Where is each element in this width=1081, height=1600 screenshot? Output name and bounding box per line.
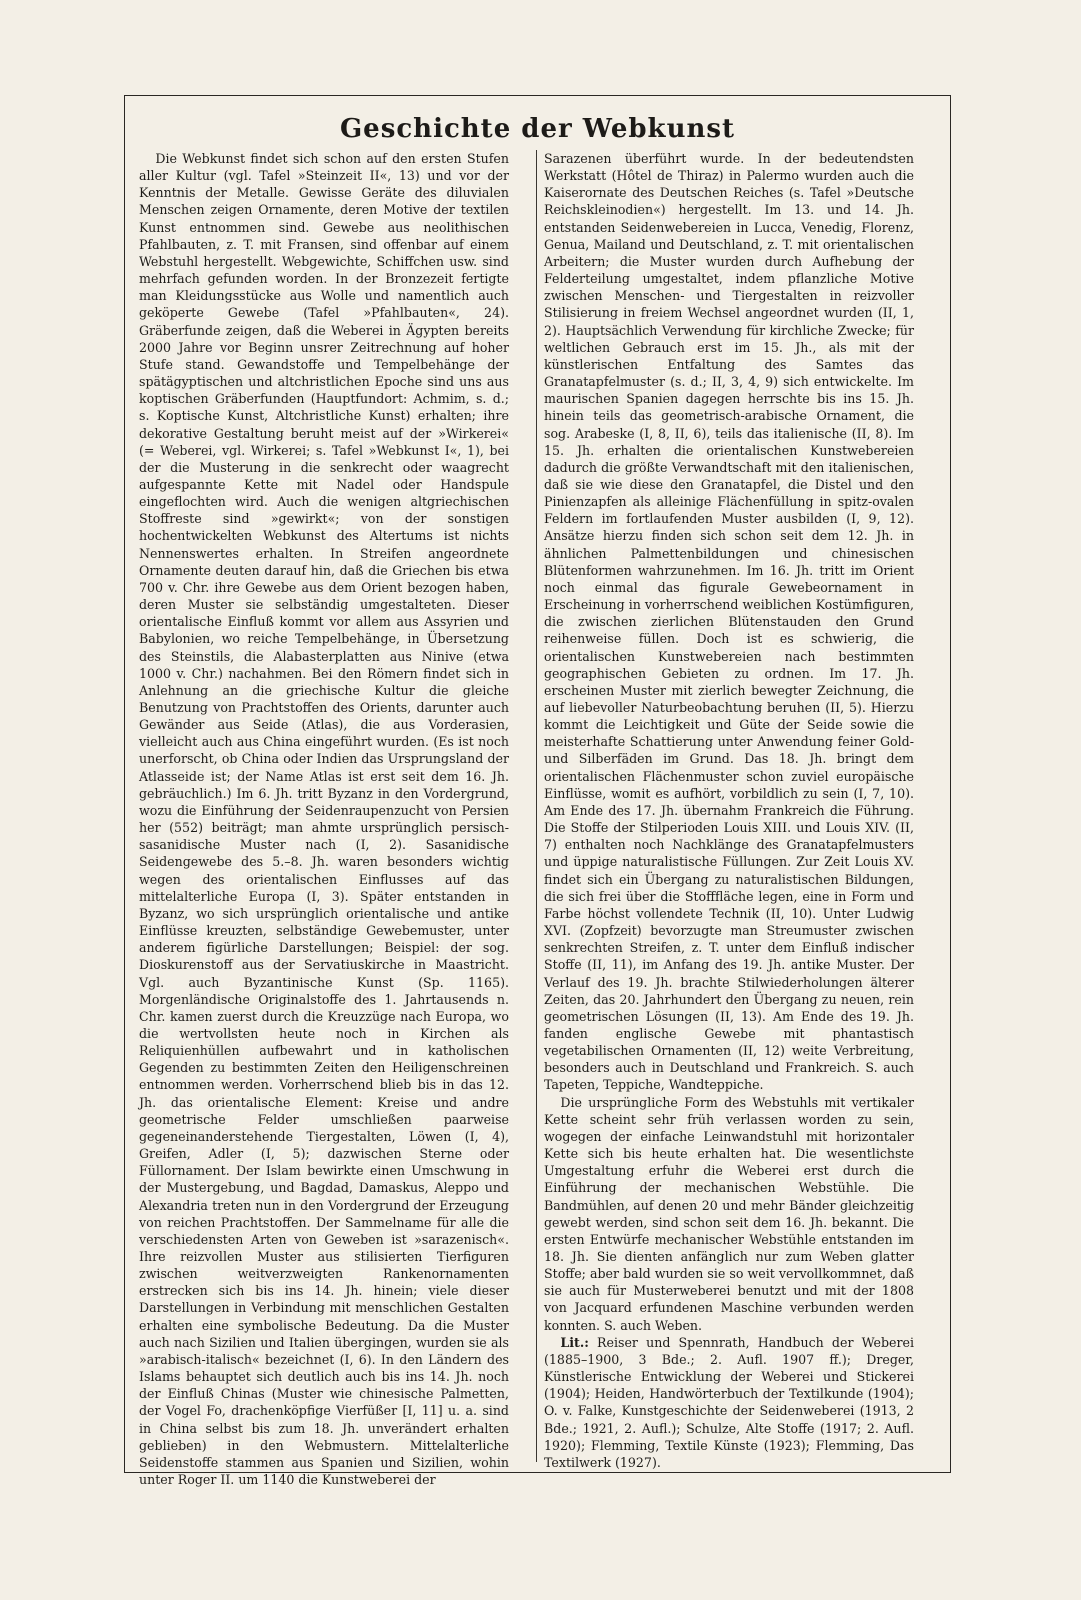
column-divider bbox=[536, 150, 537, 1462]
literature-paragraph bbox=[544, 1334, 914, 1471]
literature-label: Lit.: bbox=[560, 1334, 589, 1350]
right-column bbox=[544, 150, 915, 1470]
right-paragraph-2: Die ursprüngliche Form des Webstuhls mit vertikaler Kette scheint sehr früh verlassen worden zu sein, wogegen der einfache Leinwandstuhl mit horizontaler Kette sich bis heute erhalten hat. Die wesentlichste Umgestaltung erfuhr die Weberei erst durch die Einführung der mechanischen Webstühle. Die Bandmühlen, auf denen 20 und mehr Bänder gleichzeitig gewebt werden, sind schon seit dem 16. Jh. bekannt. Die ersten Entwürfe mechanischer Webstühle entstanden im 18. Jh. Sie dienten anfänglich nur zum Weben glatter Stoffe; aber bald wurden sie so weit vervollkommnet, daß sie auch für Musterweberei benutzt und mit der 1808 von Jacquard erfundenen Maschine verbunden werden konnten. S. auch Weben. bbox=[544, 1094, 914, 1333]
left-paragraph-1: Die Webkunst findet sich schon auf den ersten Stufen aller Kultur (vgl. Tafel »Steinzeit II«, 13) und vor der Kenntnis der Metalle. Gewisse Geräte des diluvialen Menschen zeigen Ornamente, deren Motive der textilen Kunst entnommen sind. Gewebe aus neolithischen Pfahlbauten, z. T. mit Fransen, sind offenbar auf einem Webstuhl hergestellt. Webgewichte, Schiffchen usw. sind mehrfach gefunden worden. In der Bronzezeit fertigte man Kleidungsstücke aus Wolle und namentlich auch geköperte Gewebe (Tafel »Pfahlbauten«, 24). Gräberfunde zeigen, daß die Weberei in Ägypten bereits 2000 Jahre vor Beginn unsrer Zeitrechnung auf hoher Stufe stand. Gewandstoffe und Tempelbehänge der spätägyptischen und altchristlichen Epoche sind uns aus koptischen Gräberfunden (Hauptfundort: Achmim, s. d.; s. Koptische Kunst, Altchristliche Kunst) erhalten; ihre dekorative Gestaltung beruht meist auf der »Wirkerei« (= Weberei, vgl. Wirkerei; s. Tafel »Webkunst I«, 1), bei der die Musterung in die senkrecht oder waagrecht aufgespannte Kette mit Nadel oder Handspule eingeflochten wird. Auch die wenigen altgriechischen Stoffreste sind »gewirkt«; von der sonstigen hochentwickelten Webkunst des Altertums ist nichts Nennenswertes erhalten. In Streifen angeordnete Ornamente deuten darauf hin, daß die Griechen bis etwa 700 v. Chr. ihre Gewebe aus dem Orient bezogen haben, deren Muster sie selbständig umgestalteten. Dieser orientalische Einfluß kommt vor allem aus Assyrien und Babylonien, wo reiche Tempelbehänge, in Übersetzung des Steinstils, die Alabasterplatten aus Ninive (etwa 1000 v. Chr.) nachahmen. Bei den Römern findet sich in Anlehnung an die griechische Kultur die gleiche Benutzung von Prachtstoffen des Orients, darunter auch Gewänder aus Seide (Atlas), die aus Vorderasien, vielleicht auch aus China eingeführt wurden. (Es ist noch unerforscht, ob China oder Indien das Ursprungsland der Atlasseide ist; der Name Atlas ist erst seit dem 16. Jh. gebräuchlich.) Im 6. Jh. tritt Byzanz in den Vordergrund, wozu die Einführung der Seidenraupenzucht von Persien her (552) beiträgt; man ahmte ursprünglich persisch-sasanidische Muster nach (I, 2). Sasanidische Seidengewebe des 5.–8. Jh. waren besonders wichtig wegen des orientalischen Einflusses auf das mittelalterliche Europa (I, 3). Später entstanden in Byzanz, wo sich ursprünglich orientalische und antike Einflüsse kreuzten, selbständige Gewebemuster, unter anderem figürliche Darstellungen; Beispiel: der sog. Dioskurenstoff aus der Servatiuskirche in Maastricht. Vgl. auch Byzantinische Kunst (Sp. 1165). Morgenländische Originalstoffe des 1. Jahrtausends n. Chr. kamen zuerst durch die Kreuzzüge nach Europa, wo die wertvollsten heute noch in Kirchen als Reliquienhüllen aufbewahrt und in katholischen Gegenden zu bestimmten Zeiten den Heiligenschreinen entnommen werden. Vorherrschend blieb bis in das 12. Jh. das orientalische Element: Kreise und andre geometrische Felder umschließen paarweise gegeneinanderstehende Tiergestalten, Löwen (I, 4), Greifen, Adler (I, 5); dazwischen Sterne oder Füllornament. Der Islam bewirkte einen Umschwung in der Mustergebung, und Bagdad, Damaskus, Aleppo und Alexandria treten nun in den Vordergrund der Erzeugung von reichen Prachtstoffen. Der Sammelname für alle die verschiedensten Arten von Geweben ist »sarazenisch«. Ihre reizvollen Muster aus stilisierten Tierfiguren zwischen weitverzweigten Rankenornamenten erstrecken sich bis ins 14. Jh. hinein; viele dieser Darstellungen in Verbindung mit menschlichen Gestalten erhalten eine symbolische Bedeutung. Da die Muster auch nach Sizilien und Italien übergingen, wurden sie als »arabisch-italisch« bezeichnet (I, 6). In den Ländern des Islams behauptet sich deutlich auch bis ins 14. Jh. noch der Einfluß Chinas (Muster wie chinesische Palmetten, der Vogel Fo, drachenköpfige Vierfüßer [I, 11] u. a. sind in China selbst bis zum 18. Jh. unverändert erhalten geblieben) in den Webmustern. Mittelalterliche Seidenstoffe stammen aus Spanien und Sizilien, wohin unter Roger II. um 1140 die Kunstweberei der bbox=[139, 151, 509, 1488]
page-title: Geschichte der Webkunst bbox=[339, 114, 736, 144]
right-paragraph-1: Sarazenen überführt wurde. In der bedeutendsten Werkstatt (Hôtel de Thiraz) in Palermo wurden auch die Kaiserornate des Deutschen Reiches (s. Tafel »Deutsche Reichskleinodien«) hergestellt. Im 13. und 14. Jh. entstanden Seidenwebereien in Lucca, Venedig, Florenz, Genua, Mailand und Deutschland, z. T. mit orientalischen Arbeitern; die Muster wurden durch Aufhebung der Felderteilung umgestaltet, indem pflanzliche Motive zwischen Menschen- und Tiergestalten in reizvoller Stilisierung in freiem Wechsel angeordnet wurden (II, 1, 2). Hauptsächlich Verwendung für kirchliche Zwecke; für weltlichen Gebrauch erst im 15. Jh., als mit der künstlerischen Entfaltung des Samtes das Granatapfelmuster (s. d.; II, 3, 4, 9) sich entwickelte. Im maurischen Spanien dagegen herrschte bis ins 15. Jh. hinein teils das geometrisch-arabische Ornament, die sog. Arabeske (I, 8, II, 6), teils das italienische (II, 8). Im 15. Jh. erhalten die orientalischen Kunstwebereien dadurch die größte Verwandtschaft mit den italienischen, daß sie wie diese den Granatapfel, die Distel und den Pinienzapfen als alleinige Flächenfüllung in spitz-ovalen Feldern im fortlaufenden Muster ausbilden (I, 9, 12). Ansätze hierzu finden sich schon seit dem 12. Jh. in ähnlichen Palmettenbildungen und chinesischen Blütenformen wahrzunehmen. Im 16. Jh. tritt im Orient noch einmal das figurale Gewebeornament in Erscheinung in vorherrschend weiblichen Kostümfiguren, die zwischen zierlichen Blütenstauden den Grund reihenweise füllen. Doch ist es schwierig, die orientalischen Kunstwebereien nach bestimmten geographischen Gebieten zu ordnen. Im 17. Jh. erscheinen Muster mit zierlich bewegter Zeichnung, die auf liebevoller Naturbeobachtung beruhen (II, 5). Hierzu kommt die Leichtigkeit und Güte der Seide sowie die meisterhafte Schattierung unter Anwendung feiner Gold- und Silberfäden im Grund. Das 18. Jh. bringt dem orientalischen Flächenmuster schon zuviel europäische Einflüsse, womit es aufhört, vorbildlich zu sein (I, 7, 10). Am Ende des 17. Jh. übernahm Frankreich die Führung. Die Stoffe der Stilperioden Louis XIII. und Louis XIV. (II, 7) enthalten noch Nachklänge des Granatapfelmusters und üppige naturalistische Füllungen. Zur Zeit Louis XV. findet sich ein Übergang zu naturalistischen Bildungen, die sich frei über die Stofffläche legen, eine in Form und Farbe höchst vollendete Technik (II, 10). Unter Ludwig XVI. (Zopfzeit) bevorzugte man Streumuster zwischen senkrechten Streifen, z. T. unter dem Einfluß indischer Stoffe (II, 11), im Anfang des 19. Jh. antike Muster. Der Verlauf des 19. Jh. brachte Stilwiederholungen älterer Zeiten, das 20. Jahrhundert den Übergang zu neuen, rein geometrischen Lösungen (II, 13). Am Ende des 19. Jh. fanden englische Gewebe mit phantastisch vegetabilischen Ornamenten (II, 12) weite Verbreitung, besonders auch in Deutschland und Frankreich. S. auch Tapeten, Teppiche, Wandteppiche. bbox=[544, 151, 914, 1093]
article-frame bbox=[124, 95, 951, 1488]
literature-text: Reiser und Spennrath, Handbuch der Weberei (1885–1900, 3 Bde.; 2. Aufl. 1907 ff.); Dreger, Künstlerische Entwicklung der Weberei und Stickerei (1904); Heiden, Handwörterbuch der Textilkunde (1904); O. v. Falke, Kunstgeschichte der Seidenweberei (1913, 2 Bde.; 1921, 2. Aufl.); Schulze, Alte Stoffe (1917; 2. Aufl. 1920); Flemming, Textile Künste (1923); Flemming, Das Textilwerk (1927). bbox=[544, 1334, 915, 1470]
left-column bbox=[139, 150, 509, 1488]
